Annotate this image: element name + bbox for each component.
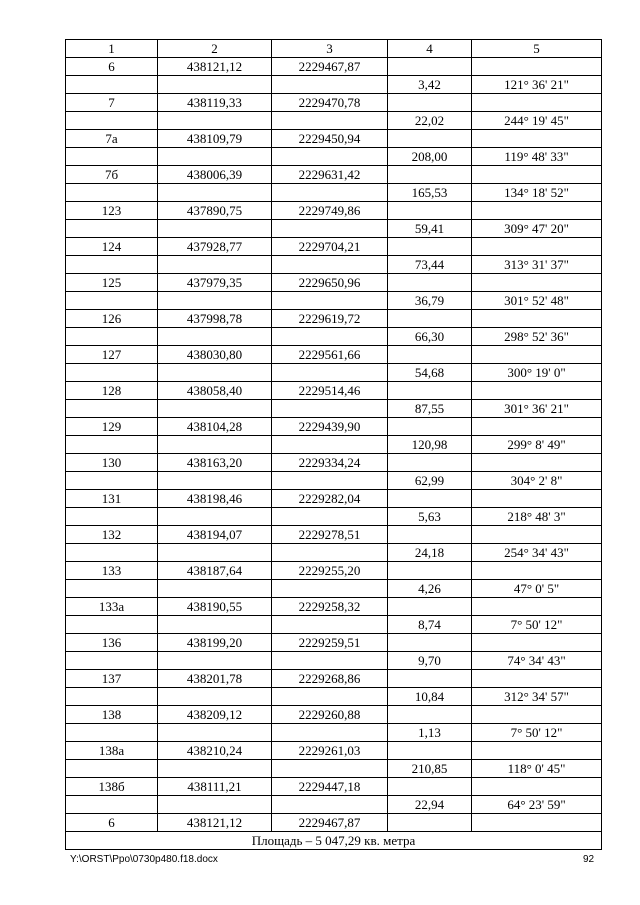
point-number-cell: 137 bbox=[66, 670, 158, 688]
point-number-cell: 130 bbox=[66, 454, 158, 472]
x-coordinate-cell: 438058,40 bbox=[158, 382, 272, 400]
table-row bbox=[66, 472, 602, 490]
bearing-cell bbox=[472, 598, 602, 616]
point-number-cell: 133 bbox=[66, 562, 158, 580]
point-number-cell: 6 bbox=[66, 58, 158, 76]
table-row bbox=[66, 706, 602, 724]
distance-cell: 62,99 bbox=[388, 472, 472, 490]
distance-cell bbox=[388, 382, 472, 400]
x-coordinate-cell: 438111,21 bbox=[158, 778, 272, 796]
y-coordinate-cell bbox=[272, 184, 388, 202]
x-coordinate-cell: 438194,07 bbox=[158, 526, 272, 544]
distance-cell bbox=[388, 94, 472, 112]
x-coordinate-cell bbox=[158, 400, 272, 418]
point-number-cell: 136 bbox=[66, 634, 158, 652]
y-coordinate-cell: 2229260,88 bbox=[272, 706, 388, 724]
distance-cell bbox=[388, 58, 472, 76]
distance-cell bbox=[388, 274, 472, 292]
bearing-cell bbox=[472, 238, 602, 256]
distance-cell bbox=[388, 454, 472, 472]
bearing-cell bbox=[472, 490, 602, 508]
table-row bbox=[66, 130, 602, 148]
point-number-cell: 133а bbox=[66, 598, 158, 616]
table-row bbox=[66, 166, 602, 184]
x-coordinate-cell bbox=[158, 652, 272, 670]
y-coordinate-cell bbox=[272, 508, 388, 526]
bearing-cell: 298° 52' 36" bbox=[472, 328, 602, 346]
distance-cell: 3,42 bbox=[388, 76, 472, 94]
y-coordinate-cell bbox=[272, 400, 388, 418]
y-coordinate-cell: 2229278,51 bbox=[272, 526, 388, 544]
y-coordinate-cell: 2229631,42 bbox=[272, 166, 388, 184]
distance-cell bbox=[388, 310, 472, 328]
table-row bbox=[66, 778, 602, 796]
x-coordinate-cell: 438030,80 bbox=[158, 346, 272, 364]
x-coordinate-cell bbox=[158, 256, 272, 274]
point-number-cell: 131 bbox=[66, 490, 158, 508]
point-number-cell: 6 bbox=[66, 814, 158, 832]
table-row bbox=[66, 364, 602, 382]
distance-cell bbox=[388, 706, 472, 724]
y-coordinate-cell: 2229450,94 bbox=[272, 130, 388, 148]
distance-cell: 4,26 bbox=[388, 580, 472, 598]
table-row bbox=[66, 202, 602, 220]
table-row bbox=[66, 310, 602, 328]
bearing-cell bbox=[472, 58, 602, 76]
y-coordinate-cell: 2229268,86 bbox=[272, 670, 388, 688]
y-coordinate-cell bbox=[272, 652, 388, 670]
point-number-cell bbox=[66, 688, 158, 706]
point-number-cell bbox=[66, 220, 158, 238]
table-row bbox=[66, 688, 602, 706]
y-coordinate-cell: 2229619,72 bbox=[272, 310, 388, 328]
y-coordinate-cell bbox=[272, 112, 388, 130]
table-row bbox=[66, 400, 602, 418]
table-row bbox=[66, 814, 602, 832]
table-row bbox=[66, 724, 602, 742]
x-coordinate-cell bbox=[158, 436, 272, 454]
point-number-cell bbox=[66, 724, 158, 742]
table-row bbox=[66, 670, 602, 688]
y-coordinate-cell: 2229749,86 bbox=[272, 202, 388, 220]
bearing-cell bbox=[472, 94, 602, 112]
table-row bbox=[66, 616, 602, 634]
point-number-cell bbox=[66, 256, 158, 274]
distance-cell: 165,53 bbox=[388, 184, 472, 202]
bearing-cell bbox=[472, 562, 602, 580]
bearing-cell: 312° 34' 57" bbox=[472, 688, 602, 706]
y-coordinate-cell bbox=[272, 724, 388, 742]
point-number-cell bbox=[66, 328, 158, 346]
table-row bbox=[66, 634, 602, 652]
table-row bbox=[66, 76, 602, 94]
distance-cell bbox=[388, 742, 472, 760]
table-row bbox=[66, 418, 602, 436]
point-number-cell: 7б bbox=[66, 166, 158, 184]
y-coordinate-cell bbox=[272, 616, 388, 634]
point-number-cell bbox=[66, 112, 158, 130]
table-row bbox=[66, 490, 602, 508]
table-row bbox=[66, 526, 602, 544]
point-number-cell: 7 bbox=[66, 94, 158, 112]
x-coordinate-cell: 438210,24 bbox=[158, 742, 272, 760]
column-header: 1 bbox=[66, 40, 158, 58]
y-coordinate-cell: 2229470,78 bbox=[272, 94, 388, 112]
coordinates-table-body bbox=[66, 40, 602, 850]
point-number-cell bbox=[66, 76, 158, 94]
y-coordinate-cell bbox=[272, 796, 388, 814]
distance-cell bbox=[388, 562, 472, 580]
distance-cell bbox=[388, 814, 472, 832]
table-row bbox=[66, 148, 602, 166]
distance-cell: 9,70 bbox=[388, 652, 472, 670]
x-coordinate-cell bbox=[158, 292, 272, 310]
x-coordinate-cell: 438199,20 bbox=[158, 634, 272, 652]
x-coordinate-cell: 438163,20 bbox=[158, 454, 272, 472]
bearing-cell bbox=[472, 274, 602, 292]
y-coordinate-cell: 2229255,20 bbox=[272, 562, 388, 580]
table-row bbox=[66, 112, 602, 130]
footer-page-number: 92 bbox=[583, 854, 595, 865]
y-coordinate-cell bbox=[272, 688, 388, 706]
x-coordinate-cell: 438109,79 bbox=[158, 130, 272, 148]
bearing-cell: 254° 34' 43" bbox=[472, 544, 602, 562]
distance-cell: 87,55 bbox=[388, 400, 472, 418]
point-number-cell: 124 bbox=[66, 238, 158, 256]
x-coordinate-cell: 438006,39 bbox=[158, 166, 272, 184]
distance-cell: 22,02 bbox=[388, 112, 472, 130]
table-row bbox=[66, 94, 602, 112]
bearing-cell bbox=[472, 202, 602, 220]
bearing-cell bbox=[472, 130, 602, 148]
table-row bbox=[66, 742, 602, 760]
point-number-cell bbox=[66, 760, 158, 778]
y-coordinate-cell bbox=[272, 580, 388, 598]
table-row bbox=[66, 58, 602, 76]
distance-cell bbox=[388, 778, 472, 796]
table-row bbox=[66, 454, 602, 472]
column-header: 3 bbox=[272, 40, 388, 58]
point-number-cell: 129 bbox=[66, 418, 158, 436]
y-coordinate-cell: 2229258,32 bbox=[272, 598, 388, 616]
y-coordinate-cell bbox=[272, 760, 388, 778]
table-row bbox=[66, 544, 602, 562]
distance-cell bbox=[388, 490, 472, 508]
bearing-cell: 121° 36' 21" bbox=[472, 76, 602, 94]
x-coordinate-cell bbox=[158, 580, 272, 598]
x-coordinate-cell bbox=[158, 76, 272, 94]
y-coordinate-cell: 2229447,18 bbox=[272, 778, 388, 796]
y-coordinate-cell bbox=[272, 544, 388, 562]
column-header: 5 bbox=[472, 40, 602, 58]
point-number-cell bbox=[66, 364, 158, 382]
distance-cell: 1,13 bbox=[388, 724, 472, 742]
x-coordinate-cell bbox=[158, 724, 272, 742]
y-coordinate-cell bbox=[272, 292, 388, 310]
bearing-cell: 218° 48' 3" bbox=[472, 508, 602, 526]
area-row bbox=[66, 832, 602, 850]
x-coordinate-cell bbox=[158, 796, 272, 814]
distance-cell: 8,74 bbox=[388, 616, 472, 634]
bearing-cell: 7° 50' 12" bbox=[472, 616, 602, 634]
y-coordinate-cell bbox=[272, 436, 388, 454]
distance-cell: 5,63 bbox=[388, 508, 472, 526]
bearing-cell bbox=[472, 778, 602, 796]
point-number-cell bbox=[66, 508, 158, 526]
point-number-cell bbox=[66, 436, 158, 454]
x-coordinate-cell: 438187,64 bbox=[158, 562, 272, 580]
x-coordinate-cell bbox=[158, 328, 272, 346]
bearing-cell: 313° 31' 37" bbox=[472, 256, 602, 274]
x-coordinate-cell: 437998,78 bbox=[158, 310, 272, 328]
table-row bbox=[66, 346, 602, 364]
point-number-cell: 132 bbox=[66, 526, 158, 544]
distance-cell bbox=[388, 238, 472, 256]
distance-cell: 208,00 bbox=[388, 148, 472, 166]
coordinates-table bbox=[65, 39, 602, 850]
y-coordinate-cell: 2229282,04 bbox=[272, 490, 388, 508]
table-row bbox=[66, 256, 602, 274]
table-row bbox=[66, 508, 602, 526]
y-coordinate-cell: 2229259,51 bbox=[272, 634, 388, 652]
point-number-cell: 138б bbox=[66, 778, 158, 796]
y-coordinate-cell: 2229561,66 bbox=[272, 346, 388, 364]
x-coordinate-cell bbox=[158, 112, 272, 130]
x-coordinate-cell: 438104,28 bbox=[158, 418, 272, 436]
column-header: 2 bbox=[158, 40, 272, 58]
bearing-cell: 7° 50' 12" bbox=[472, 724, 602, 742]
y-coordinate-cell: 2229650,96 bbox=[272, 274, 388, 292]
y-coordinate-cell bbox=[272, 256, 388, 274]
point-number-cell bbox=[66, 796, 158, 814]
point-number-cell: 125 bbox=[66, 274, 158, 292]
bearing-cell bbox=[472, 706, 602, 724]
table-row bbox=[66, 796, 602, 814]
distance-cell bbox=[388, 202, 472, 220]
distance-cell bbox=[388, 526, 472, 544]
bearing-cell bbox=[472, 418, 602, 436]
distance-cell: 24,18 bbox=[388, 544, 472, 562]
point-number-cell bbox=[66, 472, 158, 490]
point-number-cell: 123 bbox=[66, 202, 158, 220]
bearing-cell: 300° 19' 0" bbox=[472, 364, 602, 382]
point-number-cell bbox=[66, 292, 158, 310]
x-coordinate-cell bbox=[158, 544, 272, 562]
y-coordinate-cell bbox=[272, 76, 388, 94]
distance-cell: 10,84 bbox=[388, 688, 472, 706]
bearing-cell bbox=[472, 742, 602, 760]
x-coordinate-cell bbox=[158, 220, 272, 238]
y-coordinate-cell: 2229334,24 bbox=[272, 454, 388, 472]
x-coordinate-cell: 437979,35 bbox=[158, 274, 272, 292]
bearing-cell bbox=[472, 454, 602, 472]
distance-cell: 22,94 bbox=[388, 796, 472, 814]
bearing-cell bbox=[472, 166, 602, 184]
x-coordinate-cell bbox=[158, 616, 272, 634]
bearing-cell bbox=[472, 634, 602, 652]
column-header: 4 bbox=[388, 40, 472, 58]
table-row bbox=[66, 760, 602, 778]
x-coordinate-cell bbox=[158, 760, 272, 778]
area-total-cell: Площадь – 5 047,29 кв. метра bbox=[66, 832, 602, 850]
bearing-cell: 134° 18' 52" bbox=[472, 184, 602, 202]
x-coordinate-cell bbox=[158, 508, 272, 526]
point-number-cell bbox=[66, 652, 158, 670]
bearing-cell: 309° 47' 20" bbox=[472, 220, 602, 238]
x-coordinate-cell: 438121,12 bbox=[158, 814, 272, 832]
bearing-cell bbox=[472, 346, 602, 364]
table-row bbox=[66, 562, 602, 580]
point-number-cell: 138 bbox=[66, 706, 158, 724]
y-coordinate-cell: 2229704,21 bbox=[272, 238, 388, 256]
distance-cell bbox=[388, 418, 472, 436]
point-number-cell bbox=[66, 184, 158, 202]
x-coordinate-cell bbox=[158, 364, 272, 382]
x-coordinate-cell bbox=[158, 688, 272, 706]
bearing-cell: 304° 2' 8" bbox=[472, 472, 602, 490]
distance-cell bbox=[388, 670, 472, 688]
bearing-cell: 301° 52' 48" bbox=[472, 292, 602, 310]
distance-cell bbox=[388, 166, 472, 184]
table-row bbox=[66, 436, 602, 454]
point-number-cell: 127 bbox=[66, 346, 158, 364]
bearing-cell: 118° 0' 45" bbox=[472, 760, 602, 778]
y-coordinate-cell bbox=[272, 328, 388, 346]
point-number-cell bbox=[66, 148, 158, 166]
y-coordinate-cell bbox=[272, 220, 388, 238]
table-row bbox=[66, 184, 602, 202]
bearing-cell: 47° 0' 5" bbox=[472, 580, 602, 598]
bearing-cell: 299° 8' 49" bbox=[472, 436, 602, 454]
distance-cell bbox=[388, 130, 472, 148]
point-number-cell bbox=[66, 580, 158, 598]
distance-cell: 120,98 bbox=[388, 436, 472, 454]
table-header-row bbox=[66, 40, 602, 58]
footer-file-path: Y:\ORST\Ppo\0730p480.f18.docx bbox=[70, 854, 218, 865]
point-number-cell bbox=[66, 400, 158, 418]
table-row bbox=[66, 328, 602, 346]
y-coordinate-cell: 2229467,87 bbox=[272, 58, 388, 76]
table-row bbox=[66, 238, 602, 256]
distance-cell: 36,79 bbox=[388, 292, 472, 310]
x-coordinate-cell: 438121,12 bbox=[158, 58, 272, 76]
y-coordinate-cell: 2229261,03 bbox=[272, 742, 388, 760]
bearing-cell bbox=[472, 526, 602, 544]
x-coordinate-cell: 438190,55 bbox=[158, 598, 272, 616]
distance-cell: 54,68 bbox=[388, 364, 472, 382]
bearing-cell bbox=[472, 382, 602, 400]
y-coordinate-cell bbox=[272, 148, 388, 166]
table-row bbox=[66, 382, 602, 400]
table-row bbox=[66, 598, 602, 616]
table-row bbox=[66, 292, 602, 310]
x-coordinate-cell bbox=[158, 184, 272, 202]
y-coordinate-cell: 2229514,46 bbox=[272, 382, 388, 400]
table-row bbox=[66, 580, 602, 598]
distance-cell: 73,44 bbox=[388, 256, 472, 274]
x-coordinate-cell: 438209,12 bbox=[158, 706, 272, 724]
y-coordinate-cell bbox=[272, 472, 388, 490]
point-number-cell: 128 bbox=[66, 382, 158, 400]
bearing-cell: 119° 48' 33" bbox=[472, 148, 602, 166]
bearing-cell: 244° 19' 45" bbox=[472, 112, 602, 130]
distance-cell: 59,41 bbox=[388, 220, 472, 238]
bearing-cell bbox=[472, 670, 602, 688]
x-coordinate-cell: 437890,75 bbox=[158, 202, 272, 220]
x-coordinate-cell bbox=[158, 148, 272, 166]
point-number-cell: 7а bbox=[66, 130, 158, 148]
point-number-cell bbox=[66, 616, 158, 634]
point-number-cell bbox=[66, 544, 158, 562]
y-coordinate-cell bbox=[272, 364, 388, 382]
bearing-cell bbox=[472, 310, 602, 328]
bearing-cell: 64° 23' 59" bbox=[472, 796, 602, 814]
table-row bbox=[66, 274, 602, 292]
table-row bbox=[66, 220, 602, 238]
x-coordinate-cell bbox=[158, 472, 272, 490]
table-row bbox=[66, 652, 602, 670]
x-coordinate-cell: 438198,46 bbox=[158, 490, 272, 508]
bearing-cell: 74° 34' 43" bbox=[472, 652, 602, 670]
y-coordinate-cell: 2229467,87 bbox=[272, 814, 388, 832]
x-coordinate-cell: 438201,78 bbox=[158, 670, 272, 688]
bearing-cell bbox=[472, 814, 602, 832]
distance-cell bbox=[388, 346, 472, 364]
distance-cell bbox=[388, 598, 472, 616]
x-coordinate-cell: 437928,77 bbox=[158, 238, 272, 256]
point-number-cell: 138а bbox=[66, 742, 158, 760]
bearing-cell: 301° 36' 21" bbox=[472, 400, 602, 418]
x-coordinate-cell: 438119,33 bbox=[158, 94, 272, 112]
distance-cell bbox=[388, 634, 472, 652]
distance-cell: 66,30 bbox=[388, 328, 472, 346]
y-coordinate-cell: 2229439,90 bbox=[272, 418, 388, 436]
distance-cell: 210,85 bbox=[388, 760, 472, 778]
point-number-cell: 126 bbox=[66, 310, 158, 328]
